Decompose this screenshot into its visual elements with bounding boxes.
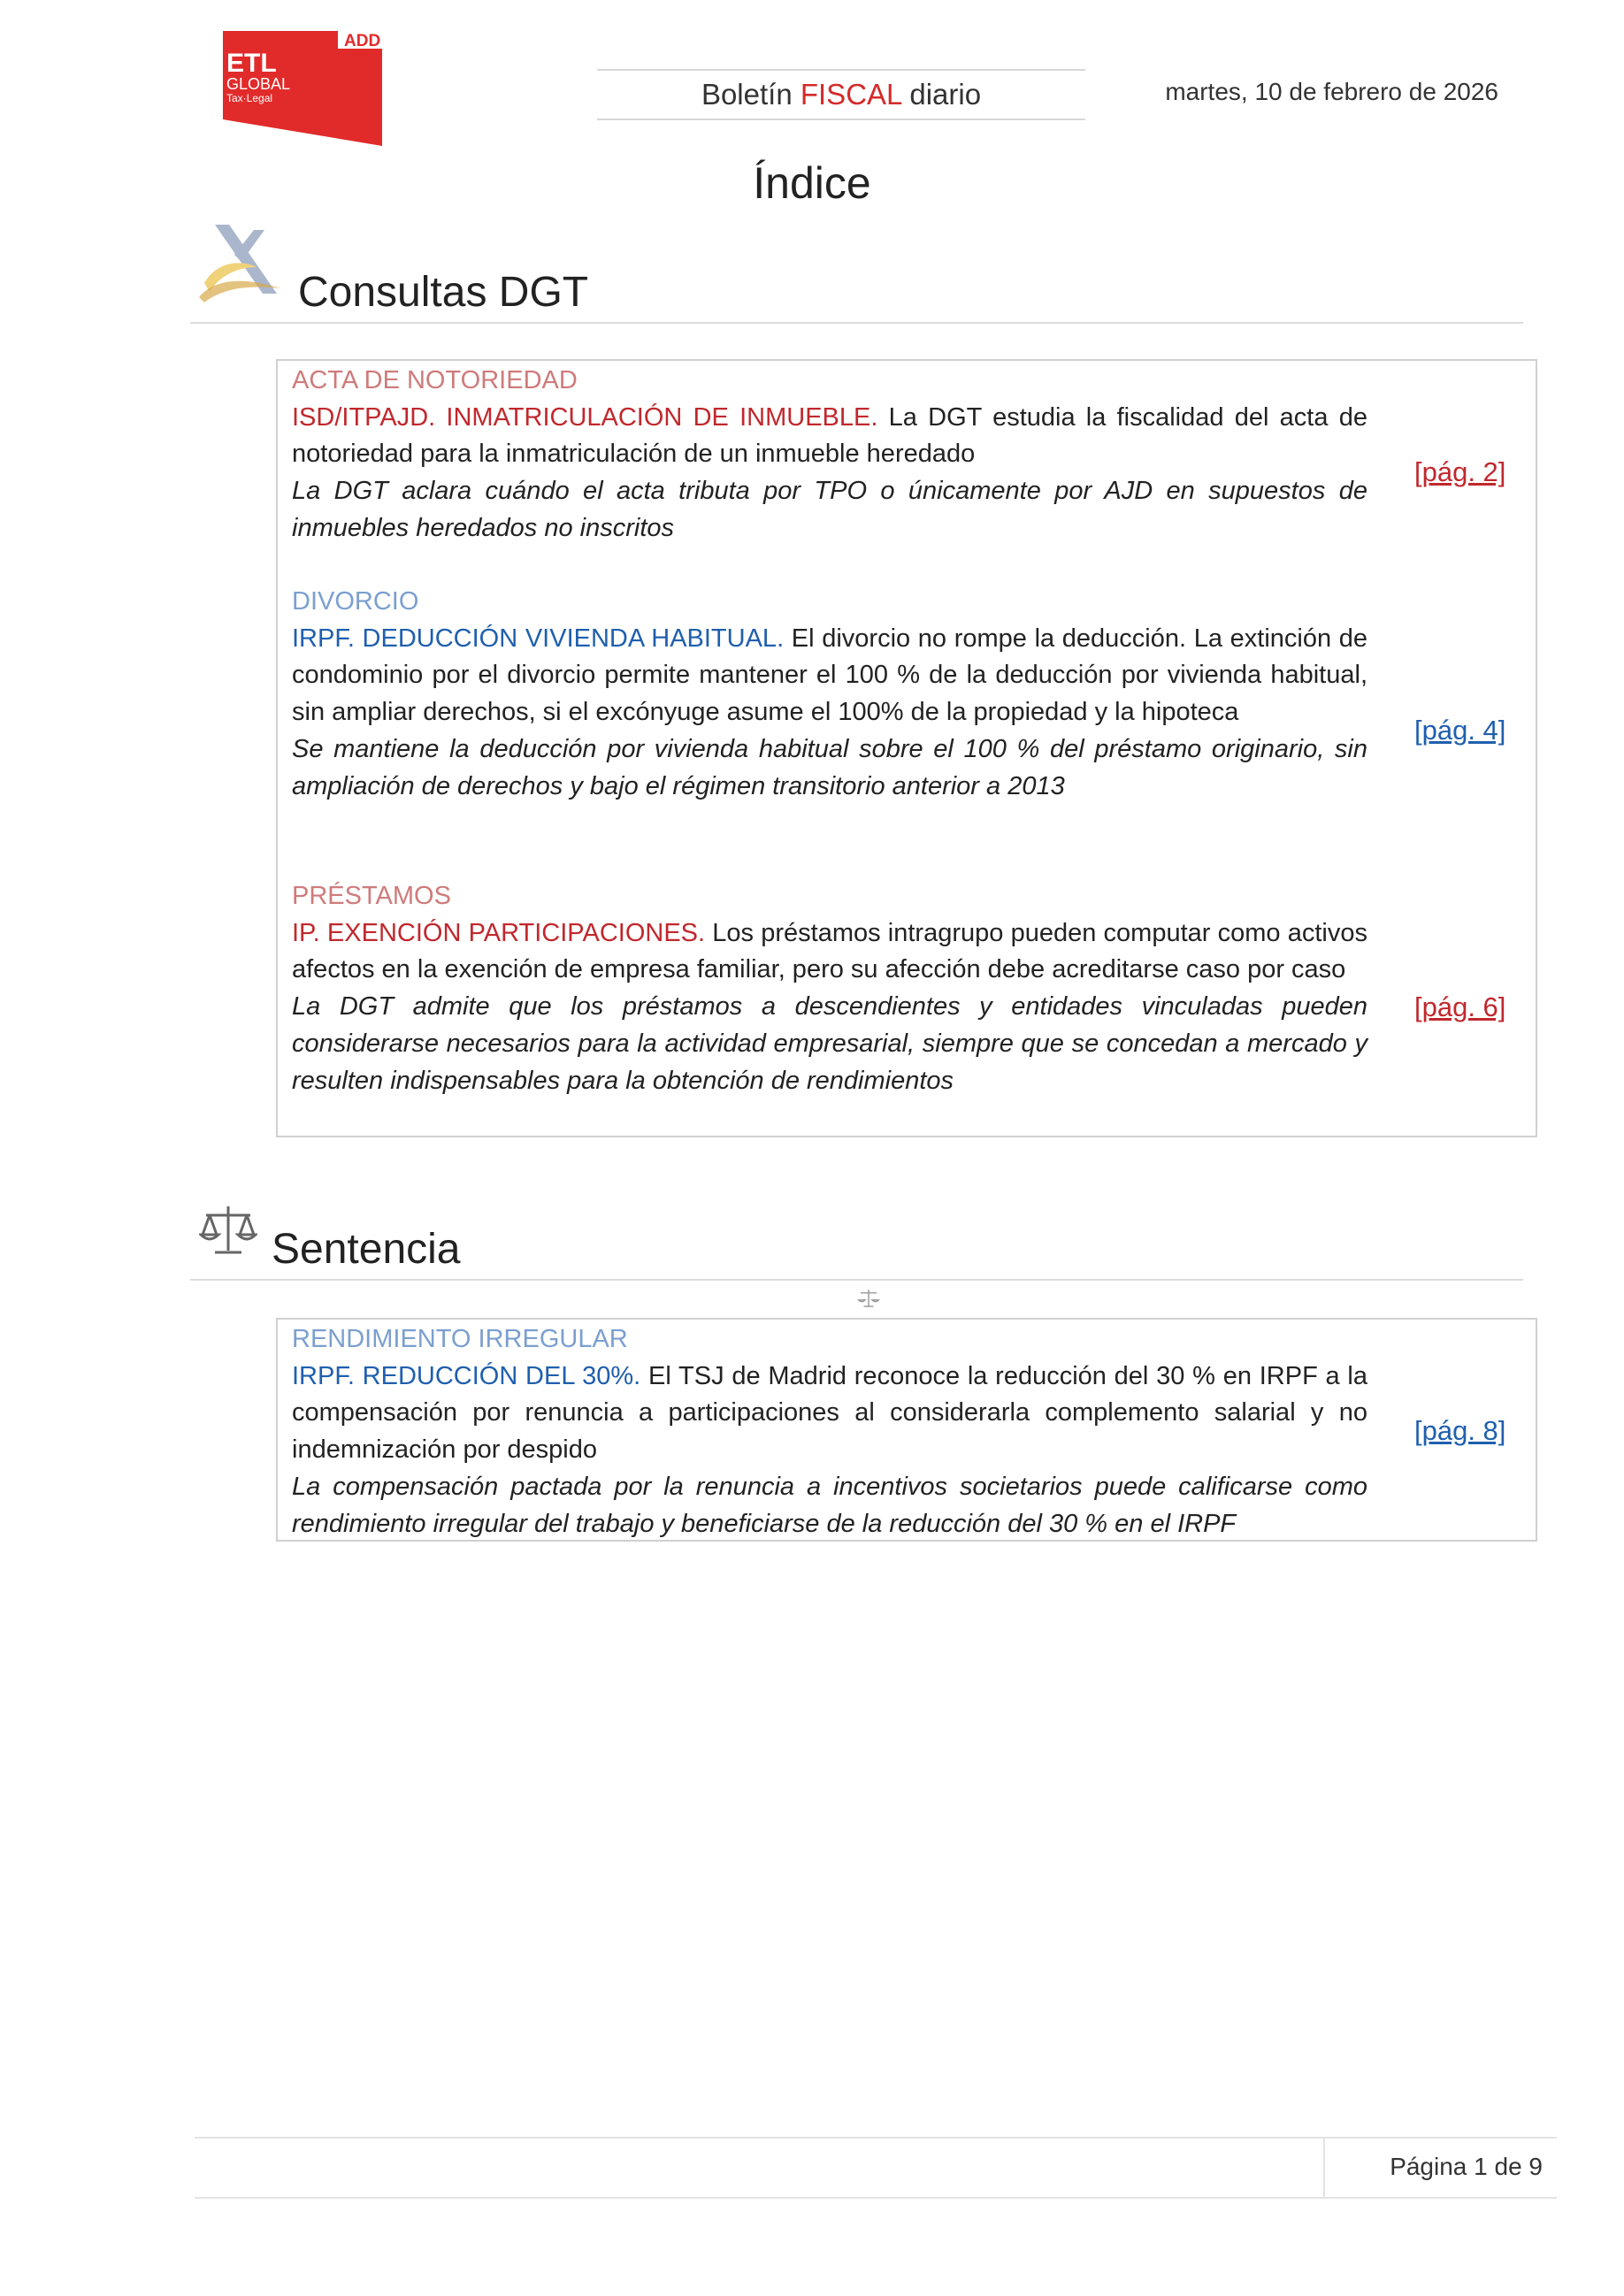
entry-text: El TSJ de Madrid reconoce la reducción del 30 % en IRPF a la compensación por renuncia a participaciones al considerarla complemento salarial y no indemnización por despido xyxy=(292,1361,1368,1465)
entry-category: PRÉSTAMOS xyxy=(292,882,451,910)
list-item xyxy=(292,878,1367,1099)
scales-of-justice-icon xyxy=(199,1201,257,1259)
section-sentencia xyxy=(190,1194,1523,1281)
small-scales-icon xyxy=(856,1288,881,1309)
logo-global-text: GLOBAL xyxy=(226,75,291,93)
page-number: Página 1 de 9 xyxy=(1390,2153,1543,2180)
entry-summary: La DGT admite que los préstamos a descendientes y entidades vinculadas pueden considerarse necesarios para la actividad empresarial, siempre que se concedan a mercado y resulten indispensables para la obtención de rendimientos xyxy=(292,992,1367,1095)
aeat-logo-icon xyxy=(195,221,284,302)
list-item xyxy=(292,1321,1367,1542)
logo-taxlegal-text: Tax·Legal xyxy=(226,92,273,104)
entry-headline: ISD/ITPAJD. INMATRICULACIÓN DE INMUEBLE. xyxy=(292,402,878,432)
entry-text: Los préstamos intragrupo pueden computar como activos afectos en la exención de empresa familiar, pero su afección debe acreditarse caso por caso xyxy=(292,918,1367,984)
etl-global-logo-icon xyxy=(223,31,382,146)
entry-text: El divorcio no rompe la deducción. La extinción de condominio por el divorcio permite mantener el 100 % de la deducción por vivienda habitual, sin ampliar derechos, si el excónyuge asume el 100% de la propiedad y la hipoteca xyxy=(292,624,1368,727)
entry-headline: IRPF. DEDUCCIÓN VIVIENDA HABITUAL. xyxy=(292,624,785,653)
logo-etl-text: ETL xyxy=(226,49,277,78)
entry-text: La DGT estudia la fiscalidad del acta de notoriedad para la inmatriculación de un inmueble heredado xyxy=(292,402,1367,469)
bulletin-date: martes, 10 de febrero de 2026 xyxy=(1165,78,1498,105)
page-link-6[interactable]: [pág. 6] xyxy=(1414,991,1506,1022)
section-title: Consultas DGT xyxy=(298,269,589,316)
entry-category: DIVORCIO xyxy=(292,587,419,616)
page-link-4[interactable]: [pág. 4] xyxy=(1414,715,1506,746)
entry-summary: La compensación pactada por la renuncia a incentivos societarios puede calificarse como rendimiento irregular del trabajo y beneficiarse de la reducción del 30 % en el IRPF xyxy=(292,1472,1367,1538)
consultas-dgt-box xyxy=(276,359,1537,1137)
sentencia-box xyxy=(276,1318,1537,1542)
etl-global-logo xyxy=(223,31,382,146)
entry-headline: IP. EXENCIÓN PARTICIPACIONES. xyxy=(292,918,706,947)
page-title: Índice xyxy=(753,158,871,208)
page-link-2[interactable]: [pág. 2] xyxy=(1414,456,1506,487)
section-title: Sentencia xyxy=(272,1226,461,1273)
section-consultas-dgt xyxy=(190,221,1523,324)
list-item xyxy=(292,363,1367,547)
bulletin-title-post: diario xyxy=(901,78,982,111)
footer-divider xyxy=(1323,2139,1325,2197)
bulletin-title xyxy=(597,69,1085,120)
entry-summary: Se mantiene la deducción por vivienda habitual sobre el 100 % del préstamo originario, sin ampliación de derechos y bajo el régimen transitorio anterior a 2013 xyxy=(292,734,1367,800)
page-footer xyxy=(195,2137,1557,2199)
bulletin-title-accent: FISCAL xyxy=(800,78,902,111)
entry-category: ACTA DE NOTORIEDAD xyxy=(292,366,578,394)
logo-add-text: ADD xyxy=(344,32,381,50)
page-link-8[interactable]: [pág. 8] xyxy=(1414,1415,1506,1446)
entry-headline: IRPF. REDUCCIÓN DEL 30%. xyxy=(292,1361,641,1390)
entry-summary: La DGT aclara cuándo el acta tributa por TPO o únicamente por AJD en supuestos de inmuebles heredados no inscritos xyxy=(292,477,1367,542)
bulletin-title-pre: Boletín xyxy=(701,78,801,111)
list-item xyxy=(292,584,1367,805)
entry-category: RENDIMIENTO IRREGULAR xyxy=(292,1325,628,1353)
